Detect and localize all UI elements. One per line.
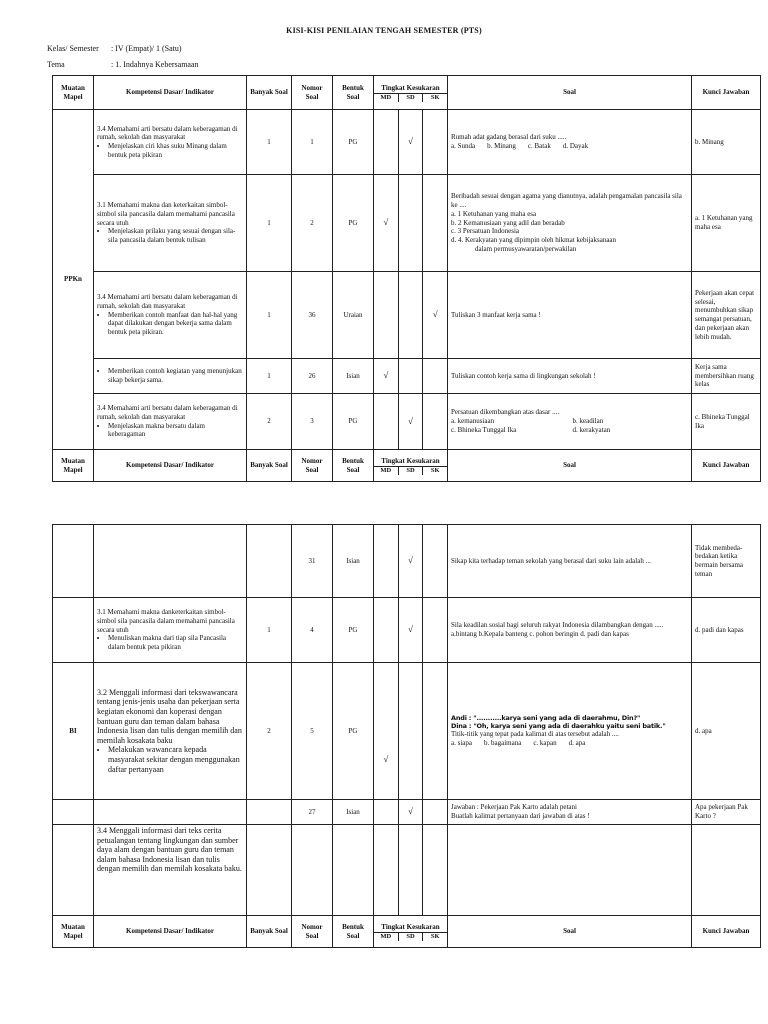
option-c: c. kapan: [533, 739, 557, 748]
kd-text: 3.4 Memahami arti bersatu dalam keberagaman di rumah, sekolah dan masyarakat: [97, 124, 238, 142]
form-cell: PG: [333, 175, 374, 272]
level-cell: [374, 825, 448, 916]
header-level: [374, 916, 448, 948]
count-cell: 1: [247, 598, 292, 663]
question-cell: [448, 800, 692, 825]
subject-cell: BI: [53, 663, 94, 800]
count-cell: [247, 525, 292, 598]
option-d: d. apa: [568, 739, 586, 748]
form-cell: Isian: [333, 800, 374, 825]
count-cell: 2: [247, 394, 292, 450]
answer-options: [451, 142, 688, 151]
count-cell: [247, 800, 292, 825]
level-sk: SK: [430, 94, 440, 102]
check-mark: √: [374, 175, 399, 271]
question-text: Tuliskan 3 manfaat kerja sama !: [451, 310, 541, 319]
option-d: d. kerakyatan: [572, 425, 611, 434]
table-row: [53, 598, 761, 663]
header-number: Nomor Soal: [292, 916, 333, 948]
header-count: Banyak Soal: [247, 916, 292, 948]
table-row: [53, 525, 761, 598]
number-cell: [292, 825, 333, 916]
kd-cell: [94, 272, 247, 359]
header-key: Kunci Jawaban: [692, 76, 761, 110]
question-text: Sila keadilan sosial bagi seluruh rakyat Indonesia dilambangkan dengan .....: [451, 621, 664, 630]
question-text: Sikap kita terhadap teman sekolah yang berasal dari suku lain adalah ...: [451, 556, 651, 565]
answer-options: [451, 739, 688, 748]
answer-options: a.bintang b.Kepala banteng c. pohon beringin d. padi dan kapas: [451, 630, 629, 638]
level-sk: SK: [430, 933, 440, 941]
check-mark: √: [432, 309, 438, 320]
kd-cell: [94, 663, 247, 800]
header-level: [374, 450, 448, 482]
header-subject: Muatan Mapel: [53, 76, 94, 110]
level-subheader: [374, 932, 447, 941]
form-cell: PG: [333, 598, 374, 663]
level-cell: [374, 394, 448, 450]
number-cell: 1: [292, 110, 333, 175]
header-form: Bentuk Soal: [333, 450, 374, 482]
option-d: d. 4. Kerakyatan yang dipimpin oleh hikmat kebijaksanaan: [451, 236, 617, 245]
level-sd: SD: [399, 94, 424, 102]
table-row: [53, 394, 761, 450]
table-row: [53, 110, 761, 175]
indicator-item: • Menjelaskan ciri khas suku Minang dalam bentuk peta pikiran: [108, 142, 243, 160]
option-c: c. 3 Persatuan Indonesia: [451, 227, 520, 236]
header-question: Soal: [448, 76, 692, 110]
question-cell: [448, 359, 692, 394]
form-cell: Isian: [333, 525, 374, 598]
check-mark: √: [399, 110, 424, 174]
number-cell: 4: [292, 598, 333, 663]
header-number: Nomor Soal: [292, 450, 333, 482]
form-cell: PG: [333, 110, 374, 175]
option-b: b. 2 Kemanusiaan yang adil dan beradab: [451, 218, 565, 227]
level-cell: [374, 272, 448, 359]
header-subject: Muatan Mapel: [53, 916, 94, 948]
option-d-continued: dalam permusyawaratan/perwakilan: [475, 244, 577, 253]
class-value: : IV (Empat)/ 1 (Satu): [111, 44, 182, 53]
question-cell: [448, 525, 692, 598]
kd-text: 3.1 Memahami makna danketerkaitan simbol-simbol sila pancasila dalam memahami pancasila secara utuh: [97, 608, 235, 634]
kd-cell: [94, 800, 247, 825]
indicator-item: • Menuliskan makna dari tiap sila Pancasila dalam bentuk peta pikiran: [108, 634, 243, 652]
question-cell: [448, 394, 692, 450]
level-subheader: [374, 93, 447, 102]
form-cell: [333, 825, 374, 916]
document-title: KISI-KISI PENILAIAN TENGAH SEMESTER (PTS): [286, 26, 482, 35]
kd-cell: [94, 359, 247, 394]
check-mark: √: [374, 359, 399, 393]
option-a: a. Sunda: [451, 142, 476, 150]
kd-text: 3.1 Memahami makna dan keterkaitan simbol-simbol sila pancasila dalam memahami pancasila secara utuh: [97, 201, 235, 227]
question-cell: [448, 598, 692, 663]
class-label: Kelas/ Semester: [47, 44, 99, 53]
theme-label: Tema: [47, 60, 65, 69]
key-cell: Pekerjaan akan cepat selesai, menumbuhkan sikap semangat persatuan, dan pekerjaan akan lebih mudah.: [692, 272, 761, 359]
key-cell: [692, 825, 761, 916]
check-mark: √: [399, 394, 424, 449]
option-b: b. keadilan: [572, 417, 604, 426]
kd-cell: [94, 394, 247, 450]
header-question: Soal: [448, 916, 692, 948]
count-cell: 1: [247, 175, 292, 272]
check-mark: √: [399, 598, 424, 662]
question-text: Rumah adat gadang berasal dari suku .....: [451, 133, 567, 142]
key-cell: d. padi dan kapas: [692, 598, 761, 663]
table-row: [53, 272, 761, 359]
number-cell: 5: [292, 663, 333, 800]
kd-cell: [94, 825, 247, 916]
level-cell: [374, 663, 448, 800]
header-count: Banyak Soal: [247, 450, 292, 482]
form-cell: Uraian: [333, 272, 374, 359]
level-cell: [374, 110, 448, 175]
key-cell: c. Bhineka Tunggal Ika: [692, 394, 761, 450]
class-semester-line: [47, 44, 182, 53]
option-c: c. Bhineka Tunggal Ika: [451, 425, 517, 434]
kd-cell: [94, 598, 247, 663]
header-subject: Muatan Mapel: [53, 450, 94, 482]
table-row: [53, 663, 761, 800]
level-md: MD: [374, 467, 399, 475]
table-header-row-repeat: [53, 450, 761, 482]
subject-cell: [53, 825, 94, 916]
option-b: b. Minang: [487, 142, 516, 150]
number-cell: 2: [292, 175, 333, 272]
number-cell: 27: [292, 800, 333, 825]
level-cell: [374, 525, 448, 598]
option-d: d. Dayak: [562, 142, 589, 150]
check-mark: √: [399, 525, 424, 597]
count-cell: 1: [247, 110, 292, 175]
answer-options: [451, 417, 688, 435]
header-question: Soal: [448, 450, 692, 482]
option-b: b. bagaimana: [484, 739, 522, 748]
number-cell: 3: [292, 394, 333, 450]
subject-cell: [53, 598, 94, 663]
header-number: Nomor Soal: [292, 76, 333, 110]
indicator-item: • Menjelaskan prilaku yang sesuai dengan sila-sila pancasila dalam bentuk tulisan: [108, 227, 243, 245]
indicator-item: • Melakukan wawancara kepada masyarakat sekitar dengan menggunakan daftar pertanyaan: [108, 745, 243, 774]
subject-cell: PPKn: [53, 110, 94, 450]
question-text: Jawaban : Pekerjaan Pak Karto adalah petani: [451, 803, 577, 812]
header-kd: Kompetensi Dasar/ Indikator: [94, 916, 247, 948]
level-cell: [374, 175, 448, 272]
grid-table-ppkn: [52, 75, 761, 482]
kd-text: 3.4 Memahami arti bersatu dalam keberagaman di rumah, sekolah dan masyarakat: [97, 293, 238, 310]
question-text: Beribadah sesuai dengan agama yang dianutnya, adalah pengamalan pancasila sila ke ....: [451, 192, 682, 210]
key-cell: Tidak membeda-bedakan ketika bermain bersama teman: [692, 525, 761, 598]
header-level-label: Tingkat Kesukaran: [381, 83, 440, 92]
kd-text: 3.2 Menggali informasi dari tekswawancara tentang jenis-jenis usaha dan pekerjaan serta kegiatan ekonomi dan koperasi dengan bantuan guru dan teman dalam bahasa Indonesia lisan dan tulis dengan memilih dan memilah kosakata baku: [97, 687, 242, 745]
option-a: a. siapa: [451, 739, 472, 748]
table-row: [53, 359, 761, 394]
header-form: Bentuk Soal: [333, 916, 374, 948]
count-cell: [247, 825, 292, 916]
table-header-row-repeat: [53, 916, 761, 948]
indicator-item: • Menjelaskan makna bersatu dalam keberagaman: [108, 422, 243, 440]
level-sk: SK: [430, 467, 440, 475]
key-cell: b. Minang: [692, 110, 761, 175]
number-cell: 36: [292, 272, 333, 359]
question-cell: [448, 272, 692, 359]
table-row: [53, 175, 761, 272]
form-cell: PG: [333, 394, 374, 450]
table-row: [53, 800, 761, 825]
check-mark: √: [399, 800, 424, 824]
grid-table-bi: [52, 524, 761, 948]
table-header-row: [53, 76, 761, 110]
level-cell: [374, 800, 448, 825]
level-subheader: [374, 466, 447, 475]
option-a: a. 1 Ketuhanan yang maha esa: [451, 209, 537, 218]
level-md: MD: [374, 94, 399, 102]
level-md: MD: [374, 933, 399, 941]
key-cell: a. 1 Ketuhanan yang maha esa: [692, 175, 761, 272]
theme-value: : 1. Indahnya Kebersamaan: [111, 60, 199, 69]
subject-cell: [53, 800, 94, 825]
dialog-line-2: Dina : "Oh, karya seni yang ada di daerahku yaitu seni batik.": [451, 722, 666, 731]
header-kd: Kompetensi Dasar/ Indikator: [94, 450, 247, 482]
level-sd: SD: [399, 933, 424, 941]
kd-cell: [94, 525, 247, 598]
option-c: c. Batak: [527, 142, 551, 150]
header-key: Kunci Jawaban: [692, 450, 761, 482]
header-form: Bentuk Soal: [333, 76, 374, 110]
number-cell: 26: [292, 359, 333, 394]
header-count: Banyak Soal: [247, 76, 292, 110]
header-key: Kunci Jawaban: [692, 916, 761, 948]
question-cell: [448, 110, 692, 175]
kd-cell: [94, 175, 247, 272]
check-mark: √: [374, 663, 399, 799]
level-cell: [374, 598, 448, 663]
table-row: [53, 825, 761, 916]
key-cell: Kerja sama membersihkan ruang kelas: [692, 359, 761, 394]
question-cell: [448, 175, 692, 272]
header-level: [374, 76, 448, 110]
kd-text: 3.4 Menggali informasi dari teks cerita petualangan tentang lingkungan dan sumber daya alam dengan bantuan guru dan teman dalam bahasa Indonesia lisan dan tulis dengan memilih dan memilah kosakata baku.: [97, 826, 242, 874]
header-kd: Kompetensi Dasar/ Indikator: [94, 76, 247, 110]
number-cell: 31: [292, 525, 333, 598]
level-sd: SD: [399, 467, 424, 475]
indicator-item: • Memberikan contoh kegiatan yang menunjukan sikap bekerja sama.: [108, 367, 243, 385]
kd-cell: [94, 110, 247, 175]
question-text: Tuliskan contoh kerja sama di lingkungan sekolah !: [451, 371, 596, 380]
subject-cell: [53, 525, 94, 598]
level-cell: [374, 359, 448, 394]
key-cell: d. apa: [692, 663, 761, 800]
form-cell: Isian: [333, 359, 374, 394]
count-cell: 1: [247, 359, 292, 394]
form-cell: PG: [333, 663, 374, 800]
count-cell: 2: [247, 663, 292, 800]
key-cell: Apa pekerjaan Pak Karto ?: [692, 800, 761, 825]
option-a: a. kemanusiaan: [451, 417, 495, 426]
question-cell: [448, 825, 692, 916]
dialog-line-1: Andi : "...........karya seni yang ada di daerahmu, Din?": [451, 714, 641, 723]
question-text: Persatuan dikembangkan atas dasar ....: [451, 408, 560, 417]
question-cell: [448, 663, 692, 800]
theme-line: [47, 60, 199, 69]
header-level-label: Tingkat Kesukaran: [381, 922, 440, 931]
header-level-label: Tingkat Kesukaran: [381, 456, 440, 465]
question-text-2: Buatlah kalimat pertanyaan dari jawaban di atas !: [451, 812, 590, 820]
kd-text: 3.4 Memahami arti bersatu dalam keberagaman di rumah, sekolah dan masyarakat: [97, 404, 238, 421]
count-cell: 1: [247, 272, 292, 359]
question-text: Titik-titik yang tepat pada kalimat di atas tersebut adalah ....: [451, 730, 619, 739]
indicator-item: • Memberikan contoh manfaat dan hal-hal yang dapat dilakukan dengan bekerja sama dalam bentuk peta pikiran.: [108, 311, 243, 337]
